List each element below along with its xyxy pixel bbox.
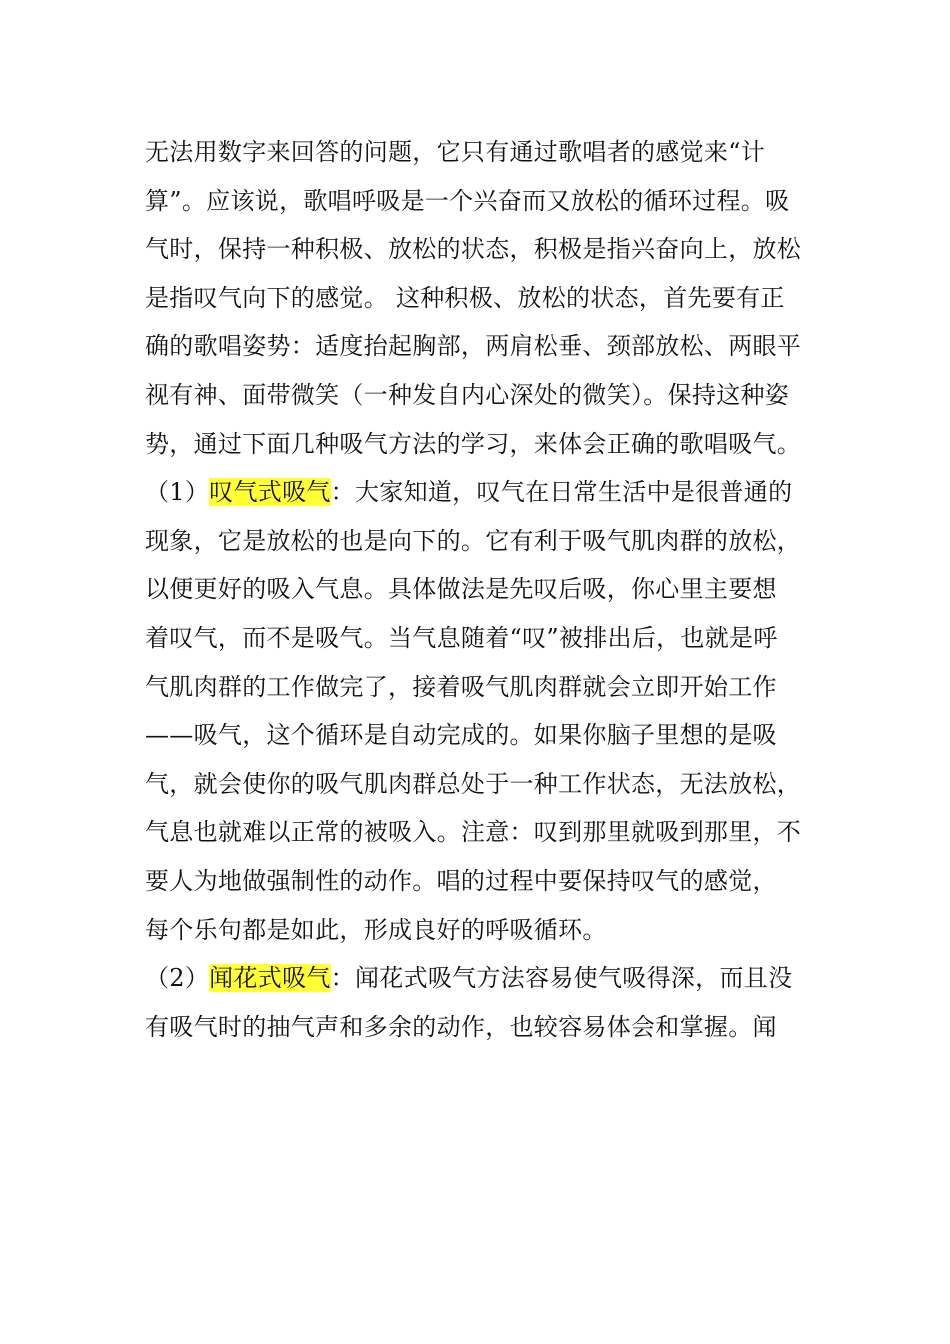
section-1-heading-line bbox=[145, 468, 810, 517]
text-line: 要人为地做强制性的动作。唱的过程中要保持叹气的感觉， bbox=[145, 866, 777, 895]
section-2-first-line-text: ：闻花式吸气方法容易使气吸得深，而且没 bbox=[330, 964, 793, 993]
text-line: 确的歌唱姿势：适度抬起胸部，两肩松垂、颈部放松、两眼平 bbox=[145, 332, 802, 361]
text-line: 现象，它是放松的也是向下的。它有利于吸气肌肉群的放松， bbox=[145, 526, 802, 555]
text-line: 着叹气，而不是吸气。当气息随着“叹”被排出后，也就是呼 bbox=[145, 623, 778, 652]
section-2-number: （2） bbox=[145, 964, 210, 993]
text-line: 是指叹气向下的感觉。 这种积极、放松的状态，首先要有正 bbox=[145, 283, 785, 312]
section-1-term-highlight: 叹气式吸气 bbox=[209, 478, 331, 507]
section-1-first-line-text: ：大家知道，叹气在日常生活中是很普通的 bbox=[330, 478, 793, 507]
section-2-term-highlight: 闻花式吸气 bbox=[209, 964, 331, 993]
text-line: 每个乐句都是如此，形成良好的呼吸循环。 bbox=[145, 915, 607, 944]
text-line: 气时，保持一种积极、放松的状态，积极是指兴奋向上，放松 bbox=[145, 235, 802, 264]
text-line: 无法用数字来回答的问题，它只有通过歌唱者的感觉来“计 bbox=[145, 138, 766, 166]
document-body bbox=[145, 128, 810, 1051]
text-line: 以便更好的吸入气息。具体做法是先叹后吸，你心里主要想 bbox=[145, 575, 777, 604]
text-line: 视有神、面带微笑（一种发自内心深处的微笑）。保持这种姿 bbox=[145, 380, 790, 409]
text-line: 气肌肉群的工作做完了，接着吸气肌肉群就会立即开始工作 bbox=[145, 672, 777, 701]
text-line: 势，通过下面几种吸气方法的学习，来体会正确的歌唱吸气。 bbox=[145, 429, 802, 458]
section-1-number: （1） bbox=[145, 478, 210, 507]
text-line: 有吸气时的抽气声和多余的动作，也较容易体会和掌握。闻 bbox=[145, 1012, 777, 1041]
text-line: 气，就会使你的吸气肌肉群总处于一种工作状态，无法放松， bbox=[145, 769, 802, 798]
section-2-heading-line bbox=[145, 954, 810, 1003]
text-line: ——吸气，这个循环是自动完成的。如果你脑子里想的是吸 bbox=[145, 721, 777, 750]
text-line: 气息也就难以正常的被吸入。注意：叹到那里就吸到那里，不 bbox=[145, 818, 802, 847]
text-line: 算”。应该说，歌唱呼吸是一个兴奋而又放松的循环过程。吸 bbox=[145, 186, 790, 215]
